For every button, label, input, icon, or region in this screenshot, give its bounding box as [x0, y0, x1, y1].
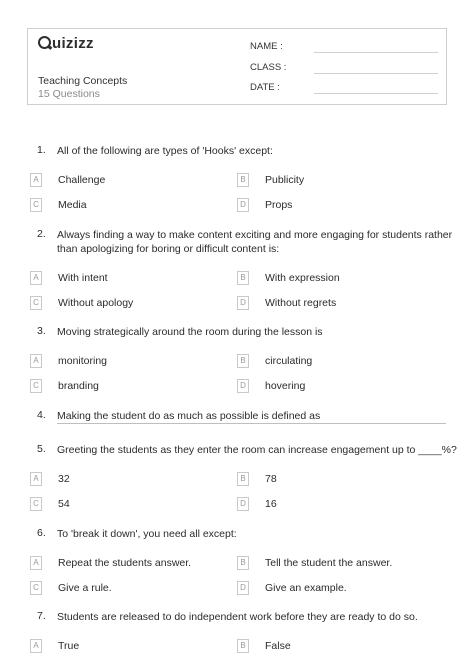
option-text: Give an example.: [265, 582, 347, 594]
option-letter: C: [30, 379, 42, 393]
option-text: Without regrets: [265, 297, 337, 309]
name-line[interactable]: [314, 52, 438, 53]
quizizz-logo: [38, 35, 94, 52]
option-letter: C: [30, 581, 42, 595]
option-text: Props: [265, 199, 293, 211]
option-letter: D: [237, 379, 249, 393]
question-text-line-1: Always finding a way to make content exciting and more engaging for students rather: [57, 229, 453, 241]
option-text: 54: [58, 498, 70, 510]
option-text: With intent: [58, 272, 108, 284]
option-letter: A: [30, 472, 42, 486]
option-letter: D: [237, 296, 249, 310]
option-text: Repeat the students answer.: [58, 557, 192, 569]
option-letter: A: [30, 271, 42, 285]
option-text: True: [58, 640, 80, 652]
question-text: Making the student do as much as possible is defined as: [57, 410, 321, 422]
logo-q-icon: [38, 36, 51, 49]
question-number: 2.: [37, 228, 46, 240]
option-text: hovering: [265, 380, 306, 392]
option-text: 16: [265, 498, 277, 510]
option-text: circulating: [265, 355, 313, 367]
option-letter: D: [237, 581, 249, 595]
question-number: 3.: [37, 325, 46, 337]
option-letter: C: [30, 198, 42, 212]
option-text: Publicity: [265, 174, 305, 186]
option-letter: B: [237, 354, 249, 368]
option-letter: B: [237, 173, 249, 187]
logo-text: uizizz: [52, 35, 94, 52]
class-line[interactable]: [314, 73, 438, 74]
option-text: 32: [58, 473, 70, 485]
question-text-line-2: than apologizing for boring or difficult content is:: [57, 243, 280, 255]
question-text: Moving strategically around the room during the lesson is: [57, 326, 323, 338]
question-text: All of the following are types of 'Hooks' except:: [57, 145, 273, 157]
answer-line[interactable]: [57, 423, 446, 424]
class-label: CLASS :: [250, 62, 287, 73]
option-text: branding: [58, 380, 99, 392]
option-letter: B: [237, 472, 249, 486]
option-letter: A: [30, 639, 42, 653]
question-text: Greeting the students as they enter the room can increase engagement up to ____%?: [57, 444, 457, 456]
option-text: Tell the student the answer.: [265, 557, 393, 569]
option-letter: B: [237, 271, 249, 285]
question-number: 5.: [37, 443, 46, 455]
worksheet-question-count: 15 Questions: [38, 88, 100, 100]
option-text: monitoring: [58, 355, 108, 367]
question-number: 1.: [37, 144, 46, 156]
option-text: 78: [265, 473, 277, 485]
option-letter: D: [237, 497, 249, 511]
question-number: 4.: [37, 409, 46, 421]
option-letter: C: [30, 296, 42, 310]
option-letter: B: [237, 556, 249, 570]
option-letter: A: [30, 173, 42, 187]
name-label: NAME :: [250, 41, 283, 52]
option-text: False: [265, 640, 291, 652]
question-text: Students are released to do independent work before they are ready to do so.: [57, 611, 418, 623]
option-letter: A: [30, 354, 42, 368]
option-text: Media: [58, 199, 87, 211]
worksheet-title: Teaching Concepts: [38, 75, 128, 87]
option-text: With expression: [265, 272, 340, 284]
option-letter: C: [30, 497, 42, 511]
worksheet-header: [27, 28, 447, 105]
date-label: DATE :: [250, 82, 280, 93]
date-line[interactable]: [314, 93, 438, 94]
question-number: 6.: [37, 527, 46, 539]
option-letter: A: [30, 556, 42, 570]
option-letter: B: [237, 639, 249, 653]
question-text: To 'break it down', you need all except:: [57, 528, 237, 540]
option-letter: D: [237, 198, 249, 212]
option-text: Give a rule.: [58, 582, 112, 594]
option-text: Challenge: [58, 174, 106, 186]
question-number: 7.: [37, 610, 46, 622]
option-text: Without apology: [58, 297, 134, 309]
